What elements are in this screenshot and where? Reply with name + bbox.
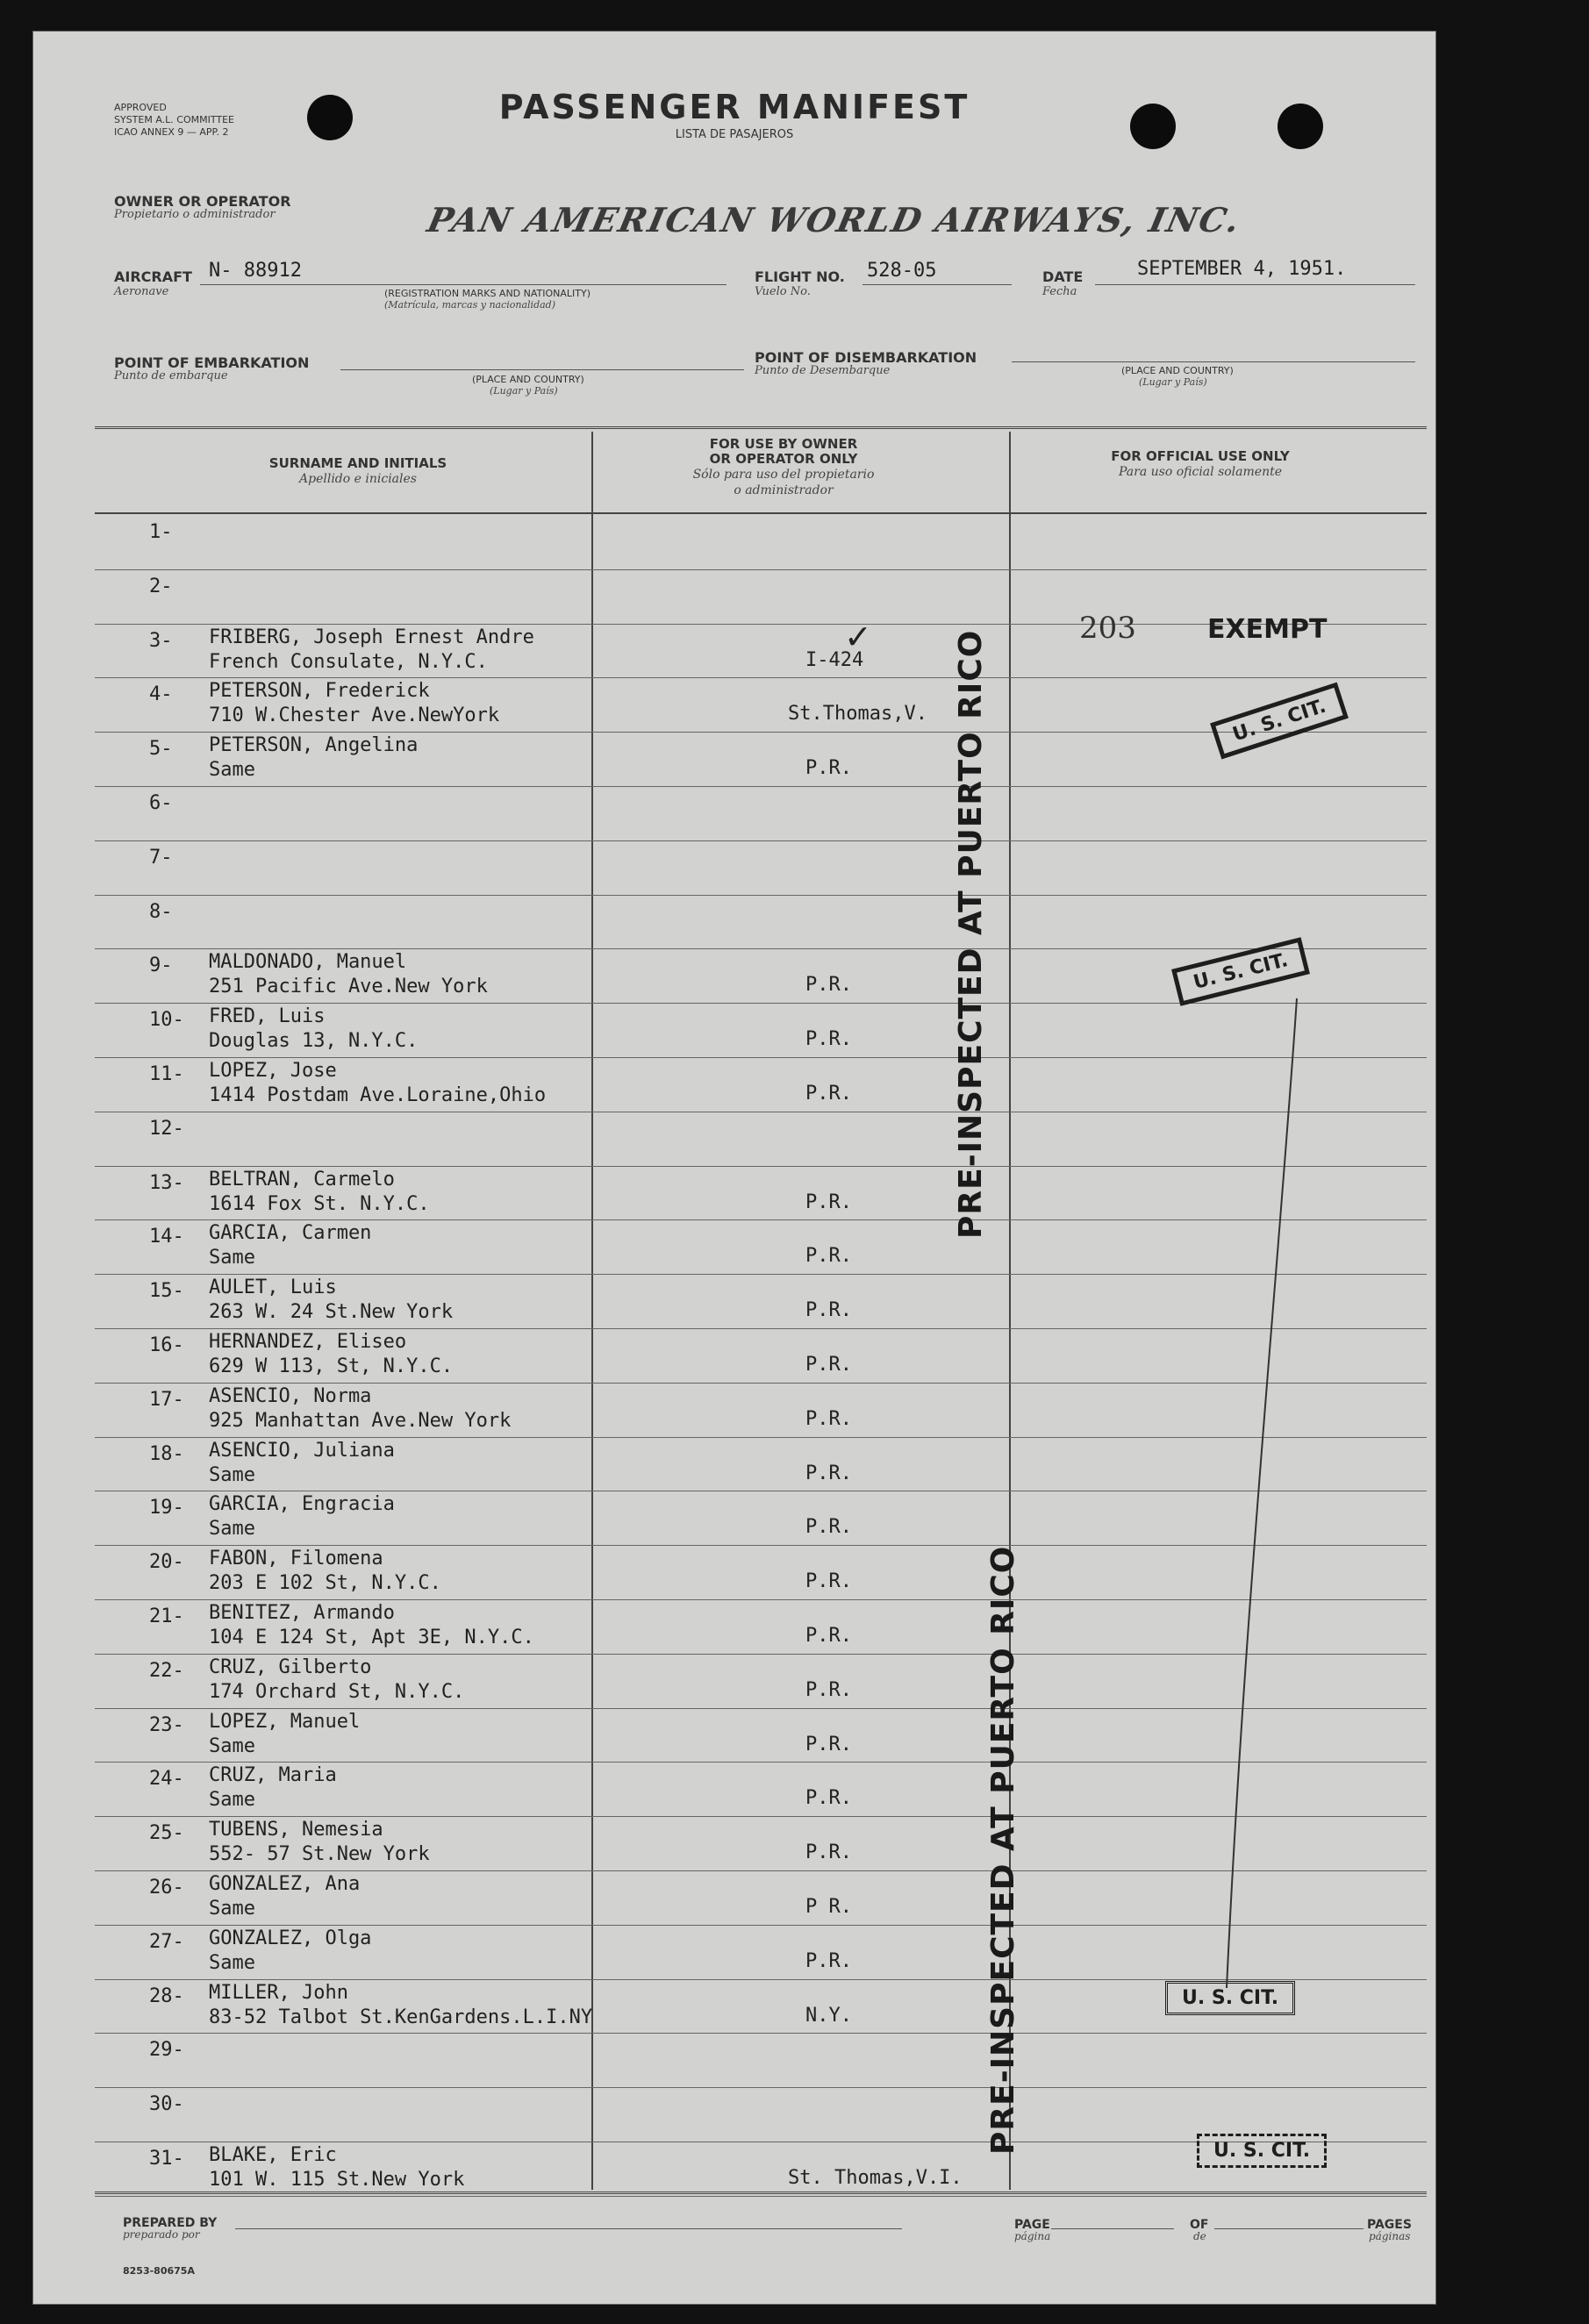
operator-note: St. Thomas,V.I. bbox=[788, 2167, 963, 2189]
passenger-address: Same bbox=[209, 1789, 255, 1812]
passenger-address: 104 E 124 St, Apt 3E, N.Y.C. bbox=[209, 1627, 534, 1648]
row-number: 3- bbox=[149, 629, 173, 652]
table-row bbox=[95, 787, 1427, 841]
row-number: 10- bbox=[149, 1009, 184, 1032]
operator-note: P.R. bbox=[805, 1299, 852, 1322]
pages-sublabel: páginas bbox=[1369, 2230, 1411, 2242]
table-top-rule bbox=[95, 426, 1427, 429]
passenger-address: 552- 57 St.New York bbox=[209, 1843, 430, 1866]
operator-note: St.Thomas,V. bbox=[788, 703, 927, 726]
passenger-name: TUBENS, Nemesia bbox=[209, 1819, 383, 1841]
row-number: 24- bbox=[149, 1768, 184, 1791]
column-header-rule bbox=[95, 512, 1427, 514]
us-cit-stamp-4: U. S. CIT. bbox=[1197, 2134, 1327, 2168]
owner-sublabel: Propietario o administrador bbox=[114, 208, 276, 221]
place-sublabel-2: (Lugar y País) bbox=[1139, 376, 1207, 388]
passenger-name: LOPEZ, Manuel bbox=[209, 1710, 361, 1733]
row-number: 25- bbox=[149, 1822, 184, 1845]
operator-note: P.R. bbox=[805, 1841, 852, 1864]
row-number: 15- bbox=[149, 1280, 184, 1303]
passenger-address: 629 W 113, St, N.Y.C. bbox=[209, 1355, 454, 1377]
passenger-name: FRED, Luis bbox=[209, 1005, 326, 1028]
operator-note: P.R. bbox=[805, 1516, 852, 1539]
disembarkation-sublabel: Punto de Desembarque bbox=[755, 364, 891, 377]
disembarkation-label: POINT OF DISEMBARKATION bbox=[755, 349, 977, 366]
passenger-name: BLAKE, Eric bbox=[209, 2144, 337, 2166]
approval-line-2: SYSTEM A.L. COMMITTEE bbox=[114, 114, 235, 125]
row-number: 20- bbox=[149, 1551, 184, 1574]
page-label: PAGE bbox=[1014, 2218, 1050, 2232]
embarkation-sublabel: Punto de embarque bbox=[114, 369, 228, 383]
column-header-operator-line2: OR OPERATOR ONLY bbox=[709, 451, 858, 467]
table-row bbox=[95, 841, 1427, 896]
passenger-address: 710 W.Chester Ave.NewYork bbox=[209, 704, 500, 727]
flight-value: 528-05 bbox=[867, 260, 937, 282]
row-number: 16- bbox=[149, 1334, 184, 1356]
passenger-name: MILLER, John bbox=[209, 1981, 348, 2004]
place-label-2: (PLACE AND COUNTRY) bbox=[1121, 365, 1234, 376]
page-subtitle: LISTA DE PASAJEROS bbox=[675, 128, 794, 141]
approval-line-1: APPROVED bbox=[114, 102, 167, 113]
passenger-name: GONZALEZ, Ana bbox=[209, 1873, 361, 1895]
date-sublabel: Fecha bbox=[1042, 285, 1077, 298]
table-row bbox=[95, 896, 1427, 950]
flight-sublabel: Vuelo No. bbox=[755, 285, 811, 298]
row-number: 14- bbox=[149, 1226, 184, 1248]
place-label-1: (PLACE AND COUNTRY) bbox=[472, 374, 584, 385]
date-label: DATE bbox=[1042, 268, 1084, 285]
operator-note: P.R. bbox=[805, 1028, 852, 1051]
operator-note: P.R. bbox=[805, 1733, 852, 1756]
owner-label: OWNER OR OPERATOR bbox=[114, 193, 291, 210]
table-row bbox=[95, 516, 1427, 570]
passenger-name: MALDONADO, Manuel bbox=[209, 951, 407, 974]
passenger-address: Douglas 13, N.Y.C. bbox=[209, 1030, 419, 1053]
aircraft-value: N- 88912 bbox=[209, 260, 302, 282]
passenger-address: Same bbox=[209, 759, 255, 782]
passenger-name: LOPEZ, Jose bbox=[209, 1060, 337, 1082]
passenger-address: 203 E 102 St, N.Y.C. bbox=[209, 1572, 441, 1595]
passenger-address: 101 W. 115 St.New York bbox=[209, 2169, 465, 2191]
aircraft-sublabel: Aeronave bbox=[114, 285, 169, 298]
column-header-operator-sub1: Sólo para uso del propietario bbox=[692, 468, 875, 482]
operator-note: P.R. bbox=[805, 1678, 852, 1701]
column-header-operator bbox=[595, 437, 972, 498]
operator-note: P.R. bbox=[805, 1354, 852, 1376]
registration-label: (REGISTRATION MARKS AND NATIONALITY) bbox=[384, 288, 591, 299]
row-number: 28- bbox=[149, 1984, 184, 2007]
passenger-address: Same bbox=[209, 1247, 255, 1269]
passenger-address: 1414 Postdam Ave.Loraine,Ohio bbox=[209, 1084, 547, 1106]
passenger-name: FABON, Filomena bbox=[209, 1548, 383, 1570]
passenger-address: Same bbox=[209, 1898, 255, 1920]
manifest-sheet bbox=[33, 32, 1435, 2304]
passenger-name: CRUZ, Maria bbox=[209, 1764, 337, 1787]
passenger-name: CRUZ, Gilberto bbox=[209, 1655, 372, 1678]
operator-note: P.R. bbox=[805, 1245, 852, 1268]
passenger-address: 83-52 Talbot St.KenGardens.L.I.NY bbox=[209, 2006, 593, 2028]
of-underline bbox=[1214, 2228, 1364, 2229]
row-number: 6- bbox=[149, 792, 173, 814]
passenger-address: Same bbox=[209, 1463, 255, 1486]
operator-note: P.R. bbox=[805, 1407, 852, 1430]
row-number: 21- bbox=[149, 1605, 184, 1627]
operator-note: P.R. bbox=[805, 974, 852, 997]
approval-line-3: ICAO ANNEX 9 — APP. 2 bbox=[114, 126, 229, 138]
row-number: 23- bbox=[149, 1713, 184, 1736]
column-header-operator-line1: FOR USE BY OWNER bbox=[709, 436, 858, 452]
passenger-address: 251 Pacific Ave.New York bbox=[209, 976, 488, 998]
prepared-by-sublabel: preparado por bbox=[123, 2228, 200, 2241]
row-number: 2- bbox=[149, 575, 173, 597]
row-number: 12- bbox=[149, 1117, 184, 1140]
flight-label: FLIGHT NO. bbox=[755, 268, 845, 285]
passenger-address: 925 Manhattan Ave.New York bbox=[209, 1409, 512, 1432]
row-rule bbox=[95, 2196, 1427, 2197]
aircraft-underline bbox=[200, 284, 727, 285]
row-number: 1- bbox=[149, 521, 173, 543]
us-cit-stamp-3: U. S. CIT. bbox=[1165, 1981, 1295, 2015]
preinspected-stamp-2: PRE-INSPECTED AT PUERTO RICO bbox=[985, 1545, 1021, 2155]
column-header-operator-sub2: o administrador bbox=[734, 483, 834, 497]
row-number: 7- bbox=[149, 846, 173, 869]
row-number: 5- bbox=[149, 738, 173, 761]
page-underline bbox=[1051, 2228, 1174, 2229]
operator-note: N.Y. bbox=[805, 2004, 852, 2027]
passenger-name: GONZALEZ, Olga bbox=[209, 1927, 372, 1949]
operator-note: P.R. bbox=[805, 1625, 852, 1647]
us-cit-stamp-1: U. S. CIT. bbox=[1210, 683, 1349, 760]
passenger-name: GARCIA, Carmen bbox=[209, 1222, 372, 1245]
passenger-name: FRIBERG, Joseph Ernest Andre bbox=[209, 626, 534, 648]
embarkation-label: POINT OF EMBARKATION bbox=[114, 354, 310, 371]
operator-note: P.R. bbox=[805, 757, 852, 780]
passenger-name: PETERSON, Angelina bbox=[209, 734, 419, 757]
row-number: 31- bbox=[149, 2148, 184, 2170]
column-header-official-text: FOR OFFICIAL USE ONLY bbox=[1111, 448, 1290, 464]
column-header-official-sub: Para uso oficial solamente bbox=[1119, 465, 1282, 479]
row-number: 19- bbox=[149, 1497, 184, 1520]
passenger-name: ASENCIO, Norma bbox=[209, 1384, 372, 1407]
flight-underline bbox=[862, 284, 1012, 285]
passenger-address: 1614 Fox St. N.Y.C. bbox=[209, 1192, 430, 1215]
date-underline bbox=[1095, 284, 1415, 285]
column-header-name bbox=[112, 456, 604, 487]
row-number: 4- bbox=[149, 683, 173, 706]
row-number: 8- bbox=[149, 900, 173, 923]
operator-note: P.R. bbox=[805, 1949, 852, 1972]
operator-note: P.R. bbox=[805, 1570, 852, 1593]
aircraft-label: AIRCRAFT bbox=[114, 268, 192, 285]
passenger-name: BENITEZ, Armando bbox=[209, 1602, 395, 1624]
passenger-name: HERNANDEZ, Eliseo bbox=[209, 1331, 407, 1353]
row-number: 17- bbox=[149, 1388, 184, 1411]
operator-note: P.R. bbox=[805, 1191, 852, 1213]
operator-note: P.R. bbox=[805, 1083, 852, 1105]
prepared-by-label: PREPARED BY bbox=[123, 2216, 218, 2230]
checkmark: ✓ bbox=[844, 618, 872, 656]
passenger-address: Same bbox=[209, 1734, 255, 1757]
column-header-official bbox=[1007, 449, 1393, 480]
passenger-name: ASENCIO, Juliana bbox=[209, 1439, 395, 1462]
row-number: 9- bbox=[149, 955, 173, 977]
row-number: 22- bbox=[149, 1659, 184, 1682]
pages-label: PAGES bbox=[1367, 2218, 1412, 2232]
row-number: 27- bbox=[149, 1930, 184, 1953]
passenger-address: Same bbox=[209, 1951, 255, 1974]
operator-note: P.R. bbox=[805, 1462, 852, 1484]
row-number: 11- bbox=[149, 1063, 184, 1085]
operator-note: P R. bbox=[805, 1896, 852, 1918]
passenger-name: GARCIA, Engracia bbox=[209, 1493, 395, 1516]
form-code: 8253-80675A bbox=[123, 2265, 195, 2277]
row-number: 26- bbox=[149, 1877, 184, 1899]
passenger-address: French Consulate, N.Y.C. bbox=[209, 650, 488, 673]
exempt-stamp: EXEMPT bbox=[1207, 614, 1328, 645]
preinspected-stamp-1: PRE-INSPECTED AT PUERTO RICO bbox=[953, 629, 989, 1239]
passenger-name: BELTRAN, Carmelo bbox=[209, 1168, 395, 1191]
registration-sublabel: (Matrícula, marcas y nacionalidad) bbox=[384, 299, 555, 311]
operator-note: P.R. bbox=[805, 1787, 852, 1810]
column-header-name-sub: Apellido e iniciales bbox=[299, 472, 417, 486]
page-title: PASSENGER MANIFEST bbox=[498, 88, 970, 126]
column-header-name-text: SURNAME AND INITIALS bbox=[268, 455, 447, 471]
operator-note: I-424 bbox=[805, 648, 864, 671]
prepared-by-underline bbox=[235, 2228, 902, 2229]
row-number: 13- bbox=[149, 1171, 184, 1194]
table-bottom-rule bbox=[95, 2192, 1427, 2194]
page-sublabel: página bbox=[1014, 2230, 1051, 2242]
airline-name: PAN AMERICAN WORLD AIRWAYS, INC. bbox=[424, 200, 1245, 240]
row-number: 18- bbox=[149, 1442, 184, 1465]
date-value: SEPTEMBER 4, 1951. bbox=[1137, 258, 1347, 280]
us-cit-stamp-2: U. S. CIT. bbox=[1171, 937, 1310, 1006]
of-label: OF bbox=[1190, 2218, 1209, 2232]
row-number: 30- bbox=[149, 2093, 184, 2116]
passenger-name: PETERSON, Frederick bbox=[209, 680, 430, 703]
table-row bbox=[95, 2034, 1427, 2088]
passenger-address: 263 W. 24 St.New York bbox=[209, 1301, 454, 1324]
passenger-address: 174 Orchard St, N.Y.C. bbox=[209, 1680, 465, 1703]
disembarkation-underline bbox=[1012, 361, 1415, 362]
row-number: 29- bbox=[149, 2039, 184, 2062]
passenger-address: Same bbox=[209, 1518, 255, 1541]
place-sublabel-1: (Lugar y País) bbox=[490, 385, 558, 397]
official-pen-stroke bbox=[1209, 997, 1314, 1997]
passenger-name: AULET, Luis bbox=[209, 1276, 337, 1299]
of-sublabel: de bbox=[1193, 2230, 1206, 2242]
official-number: 203 bbox=[1079, 611, 1136, 646]
embarkation-underline bbox=[340, 369, 744, 370]
